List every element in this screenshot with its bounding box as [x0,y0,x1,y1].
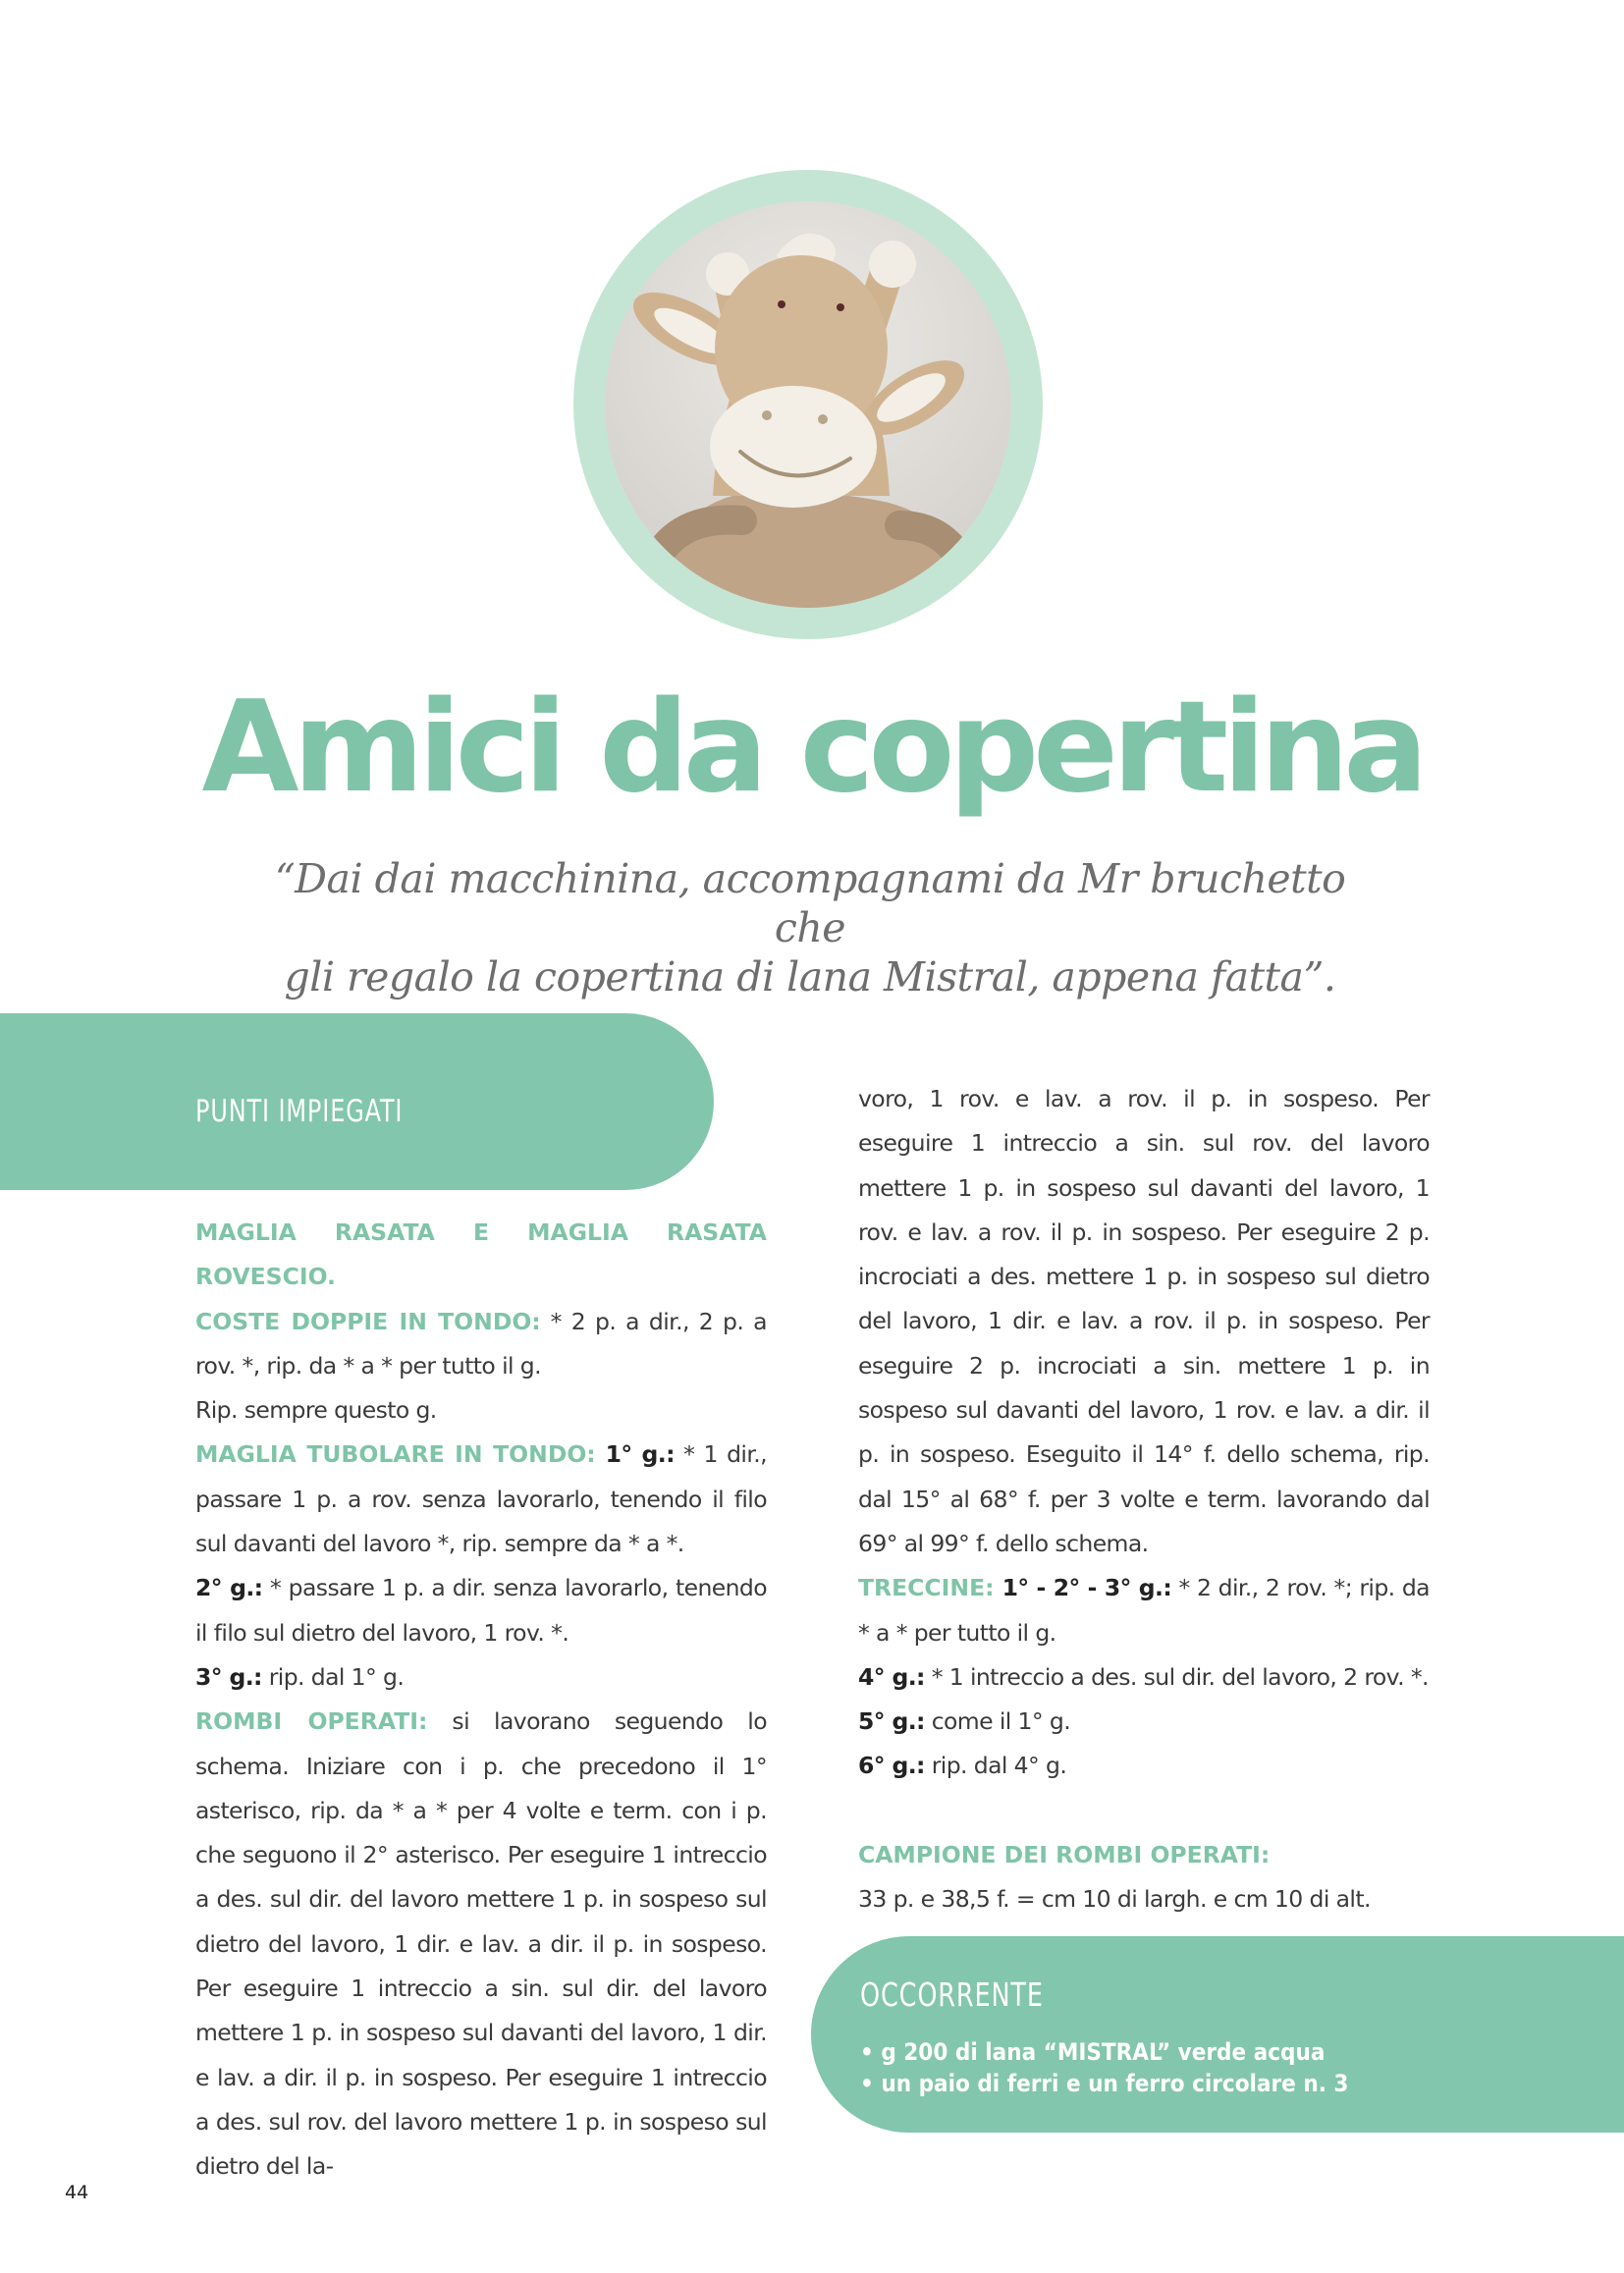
paragraph [195,1655,767,1700]
subtitle-line: gli regalo la copertina di lana Mistral, appena fatta”. [284,953,1336,1001]
instructions-right-column [858,1077,1430,1921]
punti-impiegati-heading: PUNTI IMPIEGATI [195,1094,404,1129]
paragraph-spacer [858,1789,1430,1833]
paragraph [195,1300,767,1389]
subtitle-line: “Dai dai macchinina, accompagnami da Mr bruchetto che [274,855,1346,951]
paragraph [195,1566,767,1655]
paragraph [858,1744,1430,1788]
paragraph-text: rip. dal 1° g. [261,1662,405,1691]
paragraph-text: rip. dal 4° g. [924,1752,1067,1780]
round-label: 4° g.: [858,1662,925,1691]
page-number: 44 [65,2182,89,2203]
paragraph [195,1388,767,1433]
paragraph-text: * 2 dir., 2 rov. *; rip. da * a * per tutto il g. [858,1574,1430,1647]
round-label: 3° g.: [195,1662,262,1691]
giraffe-illustration [605,201,1011,608]
paragraph-text: si lavorano seguendo lo schema. Iniziare con i p. che precedono il 1° asterisco, rip. da * a * per 4 volte e term. con i p. che seguono il 2° asterisco. Per eseguire 1 intreccio a des. sul dir. del lavoro mettere 1 p. in sospeso sul dietro del lavoro, 1 dir. e lav. a dir. il p. in sospeso. Per eseguire 1 intreccio a sin. sul dir. del lavoro mettere 1 p. in sospeso sul davanti del lavoro, 1 dir. e lav. a dir. il p. in sospeso. Per eseguire 1 intreccio a des. sul rov. del lavoro mettere 1 p. in sospeso sul dietro del la- [195,1707,767,2181]
instructions-left-column [195,1211,767,2190]
stitch-heading: MAGLIA RASATA E MAGLIA RASATA ROVESCIO. [195,1218,767,1291]
paragraph-text: * passare 1 p. a dir. senza lavorarlo, tenendo il filo sul dietro del lavoro, 1 rov. *. [195,1574,767,1647]
paragraph [858,1655,1430,1700]
round-label: 1° g.: [595,1440,675,1469]
paragraph [195,1211,767,1300]
stitch-heading: COSTE DOPPIE IN TONDO: [195,1307,541,1335]
paragraph [858,1877,1430,1921]
occorrente-heading: OCCORRENTE [860,1975,1044,2014]
paragraph-text: * 1 intreccio a des. sul dir. del lavoro, 2 rov. *. [924,1662,1429,1691]
paragraph [195,1700,767,2189]
occorrente-box [811,1936,1624,2133]
paragraph-text: * 2 p. a dir., 2 p. a rov. *, rip. da * a * per tutto il g. [195,1307,767,1380]
round-label: 1° - 2° - 3° g.: [994,1574,1172,1602]
stitch-heading: TRECCINE: [858,1574,995,1602]
stitch-heading: CAMPIONE DEI ROMBI OPERATI: [858,1840,1271,1868]
paragraph [195,1433,767,1566]
round-label: 6° g.: [858,1752,925,1780]
paragraph [858,1077,1430,1566]
materials-list-item: • un paio di ferri e un ferro circolare n. 3 [860,2070,1349,2097]
materials-list-item: • g 200 di lana “MISTRAL” verde acqua [860,2038,1326,2066]
giraffe-photo [605,201,1011,608]
paragraph [858,1566,1430,1655]
materials-list [860,2036,1348,2099]
paragraph-text: Rip. sempre questo g. [195,1396,437,1425]
page-subtitle-quote [245,854,1375,1001]
stitch-heading: MAGLIA TUBOLARE IN TONDO: [195,1440,596,1469]
paragraph [858,1700,1430,1744]
paragraph [858,1833,1430,1877]
paragraph-text: voro, 1 rov. e lav. a rov. il p. in sospeso. Per eseguire 1 intreccio a sin. sul rov. del lavoro mettere 1 p. in sospeso sul davanti del lavoro, 1 rov. e lav. a rov. il p. in sospeso. Per eseguire 2 p. incrociati a des. mettere 1 p. in sospeso sul dietro del lavoro, 1 dir. e lav. a rov. il p. in sospeso. Per eseguire 2 p. incrociati a sin. mettere 1 p. in sospeso sul davanti del lavoro, 1 rov. e lav. a dir. il p. in sospeso. Eseguito il 14° f. dello schema, rip. dal 15° al 68° f. per 3 volte e term. lavorando dal 69° al 99° f. dello schema. [858,1085,1430,1557]
page-title: Amici da copertina [201,675,1423,821]
paragraph-text: * 1 dir., passare 1 p. a rov. senza lavorarlo, tenendo il filo sul davanti del lavoro *, rip. sempre da * a *. [195,1440,767,1558]
stitch-heading: ROMBI OPERATI: [195,1707,428,1736]
round-label: 5° g.: [858,1707,925,1736]
paragraph-text: come il 1° g. [924,1707,1071,1736]
round-label: 2° g.: [195,1574,263,1602]
paragraph-text: 33 p. e 38,5 f. = cm 10 di largh. e cm 10 di alt. [858,1885,1371,1914]
punti-impiegati-tab [0,1013,714,1190]
